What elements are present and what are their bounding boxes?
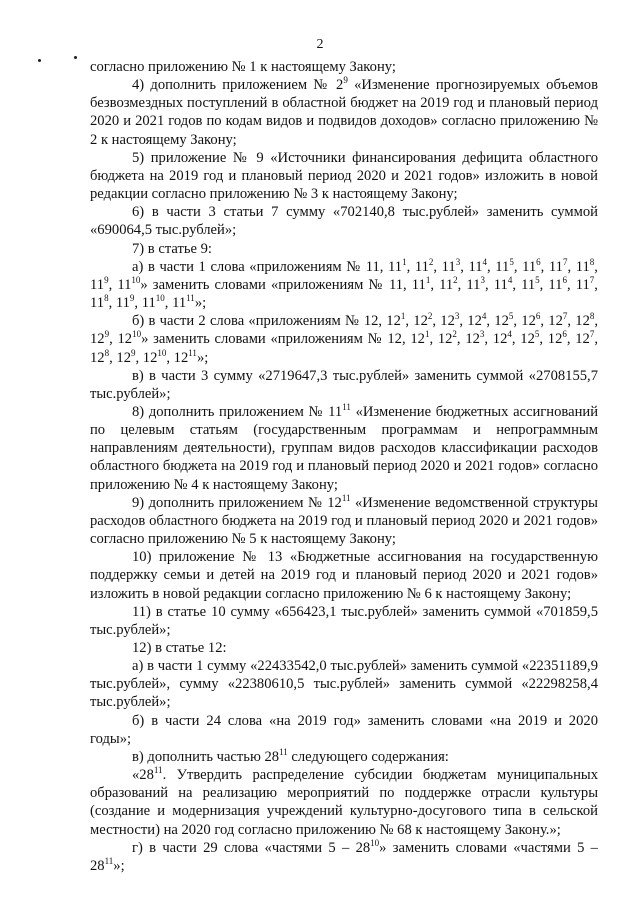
text-run: а) в части 1 сумму «22433542,0 тыс.рублей» заменить суммой «22351189,9 тыс.рублей», сумму «22380610,5 тыс.рублей» заменить суммой «22298258,4 тыс.рублей»; (90, 658, 598, 711)
text-run: «Изменение ведомственной структуры расходов областного бюджета на 2019 год и плановый период 2020 и 2021 годов» согласно приложению № 5 к настоящему Закону; (90, 494, 598, 548)
superscript: 10 (370, 837, 380, 848)
text-run: , 12 (90, 313, 599, 348)
text-run: , 11 (90, 276, 598, 312)
text-run: , 11 (484, 276, 508, 293)
paragraph (90, 748, 598, 766)
paragraph (90, 403, 598, 494)
text-run: следующего содержания: (287, 748, 449, 765)
text-run: б) в части 2 слова «приложениям № 12, 12 (132, 313, 401, 330)
superscript: 10 (131, 274, 141, 285)
superscript: 4 (481, 311, 487, 322)
text-run: 12) в статье 12: (132, 640, 227, 656)
text-run: б) в части 24 слова «на 2019 год» заменить словами «на 2019 и 2020 годы»; (90, 712, 598, 747)
paragraph (90, 367, 598, 403)
superscript: 11 (342, 401, 351, 412)
paragraph (90, 548, 598, 602)
superscript: 5 (534, 329, 540, 340)
superscript: 3 (454, 311, 460, 322)
paragraph (90, 839, 598, 875)
superscript: 4 (482, 256, 488, 267)
superscript: 8 (589, 256, 595, 267)
superscript: 6 (562, 329, 567, 340)
superscript: 11 (188, 347, 197, 358)
superscript: 7 (589, 274, 595, 285)
text-run: , 11 (433, 258, 456, 275)
scan-mark (74, 56, 77, 59)
superscript: 2 (427, 311, 433, 322)
superscript: 9 (104, 274, 109, 285)
superscript: 9 (129, 293, 135, 304)
superscript: 9 (130, 347, 136, 358)
superscript: 7 (562, 256, 568, 267)
paragraph (90, 58, 598, 76)
superscript: 11 (186, 293, 195, 304)
superscript: 7 (562, 311, 568, 322)
superscript: 3 (479, 329, 485, 340)
superscript: 6 (535, 311, 541, 322)
superscript: 11 (341, 492, 351, 503)
text-run: , 11 (90, 258, 598, 293)
text-run: , 11 (539, 276, 563, 293)
text-run: в) в части 3 сумму «2719647,3 тыс.рублей» заменить суммой «2708155,7 тыс.рублей»; (90, 367, 598, 402)
text-run: 9) дополнить приложением № 12 (132, 494, 342, 511)
text-run: 8) дополнить приложением № 11 (132, 403, 343, 420)
superscript: 10 (157, 347, 167, 358)
superscript: 1 (425, 274, 431, 285)
superscript: 2 (453, 274, 458, 285)
paragraph (90, 76, 598, 149)
text-run: , 11 (134, 295, 156, 312)
text-run: «28 (132, 767, 154, 784)
superscript: 5 (535, 274, 540, 285)
text-run: , 12 (90, 331, 598, 366)
paragraph (90, 766, 598, 839)
superscript: 5 (508, 311, 514, 322)
text-run: »; (196, 349, 209, 366)
text-run: согласно приложению № 1 к настоящему Закону; (90, 59, 396, 75)
text-run: 4) дополнить приложением № 2 (132, 77, 344, 94)
superscript: 8 (104, 293, 109, 304)
text-run: »; (113, 857, 125, 874)
superscript: 4 (507, 274, 513, 285)
text-run: , 12 (135, 349, 158, 366)
text-run: , 11 (540, 258, 563, 275)
text-run: г) в части 29 слова «частями 5 – 28 (132, 839, 371, 856)
superscript: 5 (509, 256, 514, 267)
text-run: , 12 (109, 331, 133, 348)
superscript: 1 (402, 256, 407, 267)
text-run: , 12 (405, 313, 428, 330)
scan-mark (38, 59, 41, 62)
text-run: , 12 (456, 331, 480, 348)
text-run: 5) приложение № 9 «Источники финансирования дефицита областного бюджета на 2019 год и плановый период 2020 и 2021 годов» изложить в новой редакции согласно приложению № 3 к настоящему Закону; (90, 149, 598, 203)
text-run: , 12 (109, 349, 131, 366)
text-run: , 11 (567, 258, 590, 275)
text-run: , 11 (406, 258, 429, 275)
superscript: 6 (536, 256, 541, 267)
paragraph (90, 639, 598, 657)
superscript: 1 (424, 329, 430, 340)
paragraph (90, 149, 598, 203)
text-run: , 12 (486, 313, 509, 330)
paragraph (90, 240, 598, 258)
paragraph (90, 712, 598, 748)
superscript: 3 (455, 256, 461, 267)
superscript: 2 (452, 329, 457, 340)
text-run: , 12 (513, 313, 536, 330)
text-run: , 11 (108, 276, 132, 293)
paragraph (90, 603, 598, 639)
superscript: 3 (480, 274, 485, 285)
text-run: , 12 (459, 313, 482, 330)
text-run: . Утвердить распределение субсидии бюджетам муниципальных образований на реализацию мероприятий по поддержке отрасли культуры (создание и модернизация учреждений культурно-досугового типа в сельской местности) на 2020 год согласно приложению № 68 к настоящему Закону.»; (90, 767, 598, 838)
text-run: , 11 (164, 295, 187, 312)
superscript: 1 (400, 311, 406, 322)
superscript: 10 (132, 329, 142, 340)
text-run: » заменить словами «частями 5 – 28 (90, 839, 598, 874)
text-run: 6) в части 3 статьи 7 сумму «702140,8 тыс.рублей» заменить суммой «690064,5 тыс.рублей»; (90, 204, 598, 239)
superscript: 8 (104, 347, 110, 358)
superscript: 9 (343, 75, 348, 86)
paragraph (90, 203, 598, 239)
text-run: , 12 (429, 331, 453, 348)
superscript: 6 (562, 274, 567, 285)
text-run: , 12 (432, 313, 455, 330)
text-run: 10) приложение № 13 «Бюджетные ассигнования на государственную поддержку семьи и детей на 2019 год и плановый период 2020 и 2021 годов» изложить в новой редакции согласно приложению № 6 к настоящему Закону; (90, 549, 598, 602)
text-run: 11) в статье 10 сумму «656423,1 тыс.рублей» заменить суммой «701859,5 тыс.рублей»; (90, 603, 598, 638)
text-run: , 12 (567, 313, 590, 330)
text-run: »; (194, 295, 207, 312)
superscript: 4 (507, 329, 512, 340)
text-run: а) в части 1 слова «приложениям № 11, 11 (132, 258, 403, 275)
text-run: , 12 (511, 331, 535, 348)
text-run: , 11 (460, 258, 483, 275)
text-run: в) дополнить частью 28 (132, 748, 280, 765)
superscript: 11 (279, 746, 288, 757)
text-run: «Изменение бюджетных ассигнований по целевым статьям (государственным программам и непрограммным направлениям деятельности), группам видов расходов классификации расходов областного бюджета на 2019 год и плановый период 2020 и 2021 годов» согласно приложению № 4 к настоящему Закону; (90, 403, 599, 493)
text-run: , 11 (487, 258, 510, 275)
text-run: » заменить словами «приложениям № 11, 11 (140, 276, 426, 293)
text-run: , 11 (512, 276, 536, 293)
text-run: » заменить словами «приложениям № 12, 12 (141, 331, 425, 348)
paragraph (90, 657, 598, 711)
text-run: , 11 (566, 276, 590, 293)
superscript: 10 (155, 293, 165, 304)
document-body (90, 58, 598, 875)
superscript: 11 (104, 855, 114, 866)
page-number: 2 (316, 37, 324, 52)
text-run: , 11 (513, 258, 537, 275)
text-run: , 11 (430, 276, 454, 293)
text-run: , 12 (566, 331, 590, 348)
text-run: «Изменение прогнозируемых объемов безвозмездных поступлений в областной бюджет на 2019 год и плановый период 2020 и 2021 годов по кодам видов и подвидов доходов» согласно приложению № 2 к настоящему Закону; (90, 77, 598, 148)
superscript: 9 (104, 329, 110, 340)
text-run: , 12 (484, 331, 508, 348)
text-run: 7) в статье 9: (132, 240, 212, 257)
text-run: , 11 (457, 276, 481, 293)
superscript: 2 (428, 256, 434, 267)
superscript: 11 (153, 765, 163, 776)
text-run: , 12 (166, 349, 189, 366)
superscript: 8 (589, 311, 595, 322)
text-run: , 12 (540, 313, 563, 330)
paragraph (90, 312, 598, 366)
paragraph (90, 494, 598, 548)
text-run: , 12 (539, 331, 563, 348)
superscript: 7 (589, 329, 595, 340)
paragraph (90, 258, 598, 312)
text-run: , 11 (108, 295, 130, 312)
